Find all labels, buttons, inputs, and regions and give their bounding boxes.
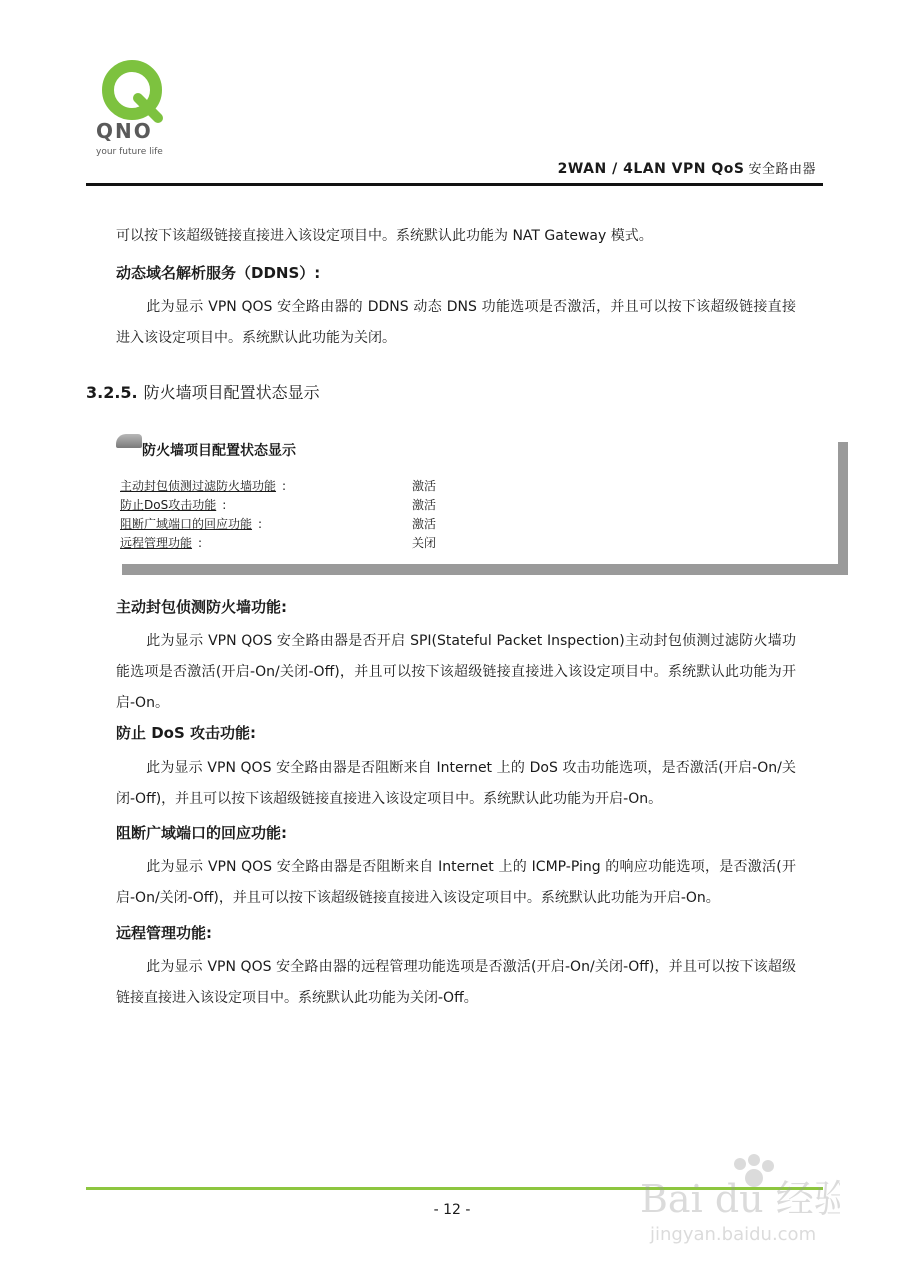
item-heading-wan-ping: 阻断广域端口的回应功能: <box>116 824 287 842</box>
status-row-dos: 防止DoS攻击功能 : 激活 <box>120 498 437 512</box>
header-title <box>558 158 816 177</box>
status-value-spi: 激活 <box>412 479 437 493</box>
baidu-watermark <box>640 1150 840 1250</box>
status-link-wan-ping[interactable]: 阻断广域端口的回应功能 <box>120 517 253 531</box>
brand-name: QNO <box>96 119 153 143</box>
panel-title: 防火墙项目配置状态显示 <box>142 443 296 459</box>
status-link-spi[interactable]: 主动封包侦测过滤防火墙功能 <box>120 479 277 493</box>
item-body-wan-ping: 此为显示 VPN QOS 安全路由器是否阻断来自 Internet 上的 ICMP-Ping 的响应功能选项，是否激活(开启-On/关闭-Off)，并且可以按下该超级链接直接进入该设定项目中。系统默认此功能为开启-On。 <box>116 859 796 906</box>
ddns-heading: 动态域名解析服务（DDNS）: <box>116 264 321 282</box>
status-value-dos: 激活 <box>412 498 437 512</box>
page-number: - 12 - <box>433 1202 471 1218</box>
item-heading-remote-mgmt: 远程管理功能: <box>116 924 212 942</box>
item-heading-dos: 防止 DoS 攻击功能: <box>116 724 257 742</box>
section-number: 3.2.5. <box>86 383 138 402</box>
brand-tagline: your future life <box>96 147 163 157</box>
status-value-remote-mgmt: 关闭 <box>412 536 437 550</box>
intro-line: 可以按下该超级链接直接进入该设定项目中。系统默认此功能为 NAT Gateway 模式。 <box>116 228 653 244</box>
watermark-url: jingyan.baidu.com <box>650 1224 817 1245</box>
qno-logo <box>92 58 182 158</box>
header-title-en: 2WAN / 4LAN VPN QoS <box>557 161 745 177</box>
status-row-remote-mgmt: 远程管理功能 : 关闭 <box>120 536 437 550</box>
status-link-remote-mgmt[interactable]: 远程管理功能 <box>120 536 193 550</box>
panel-tab-icon <box>116 434 142 448</box>
section-title: 防火墙项目配置状态显示 <box>143 383 320 402</box>
ddns-body: 此为显示 VPN QOS 安全路由器的 DDNS 动态 DNS 功能选项是否激活，并且可以按下该超级链接直接进入该设定项目中。系统默认此功能为关闭。 <box>116 299 796 346</box>
item-body-remote-mgmt: 此为显示 VPN QOS 安全路由器的远程管理功能选项是否激活(开启-On/关闭-Off)，并且可以按下该超级链接直接进入该设定项目中。系统默认此功能为关闭-Off。 <box>116 959 796 1006</box>
item-body-dos: 此为显示 VPN QOS 安全路由器是否阻断来自 Internet 上的 DoS 攻击功能选项，是否激活(开启-On/关闭-Off)，并且可以按下该超级链接直接进入该设定项目中。系统默认此功能为开启-On。 <box>116 760 796 807</box>
status-row-spi: 主动封包侦测过滤防火墙功能 : 激活 <box>120 479 437 493</box>
firewall-status-panel <box>112 430 848 575</box>
panel-frame-bottom <box>122 564 848 575</box>
status-row-wan-ping: 阻断广域端口的回应功能 : 激活 <box>120 517 437 531</box>
item-heading-spi: 主动封包侦测防火墙功能: <box>116 598 287 616</box>
section-heading <box>86 380 320 403</box>
item-body-spi: 此为显示 VPN QOS 安全路由器是否开启 SPI(Stateful Packet Inspection)主动封包侦测过滤防火墙功能选项是否激活(开启-On/关闭-Off)，并且可以按下该超级链接直接进入该设定项目中。系统默认此功能为开启-On。 <box>116 633 796 711</box>
status-value-wan-ping: 激活 <box>412 517 437 531</box>
header-title-cn: 安全路由器 <box>748 162 816 177</box>
header-rule <box>86 183 823 186</box>
panel-frame-right <box>838 442 848 575</box>
watermark-main: Bai du 经验 <box>640 1177 840 1221</box>
status-link-dos[interactable]: 防止DoS攻击功能 <box>120 498 217 512</box>
